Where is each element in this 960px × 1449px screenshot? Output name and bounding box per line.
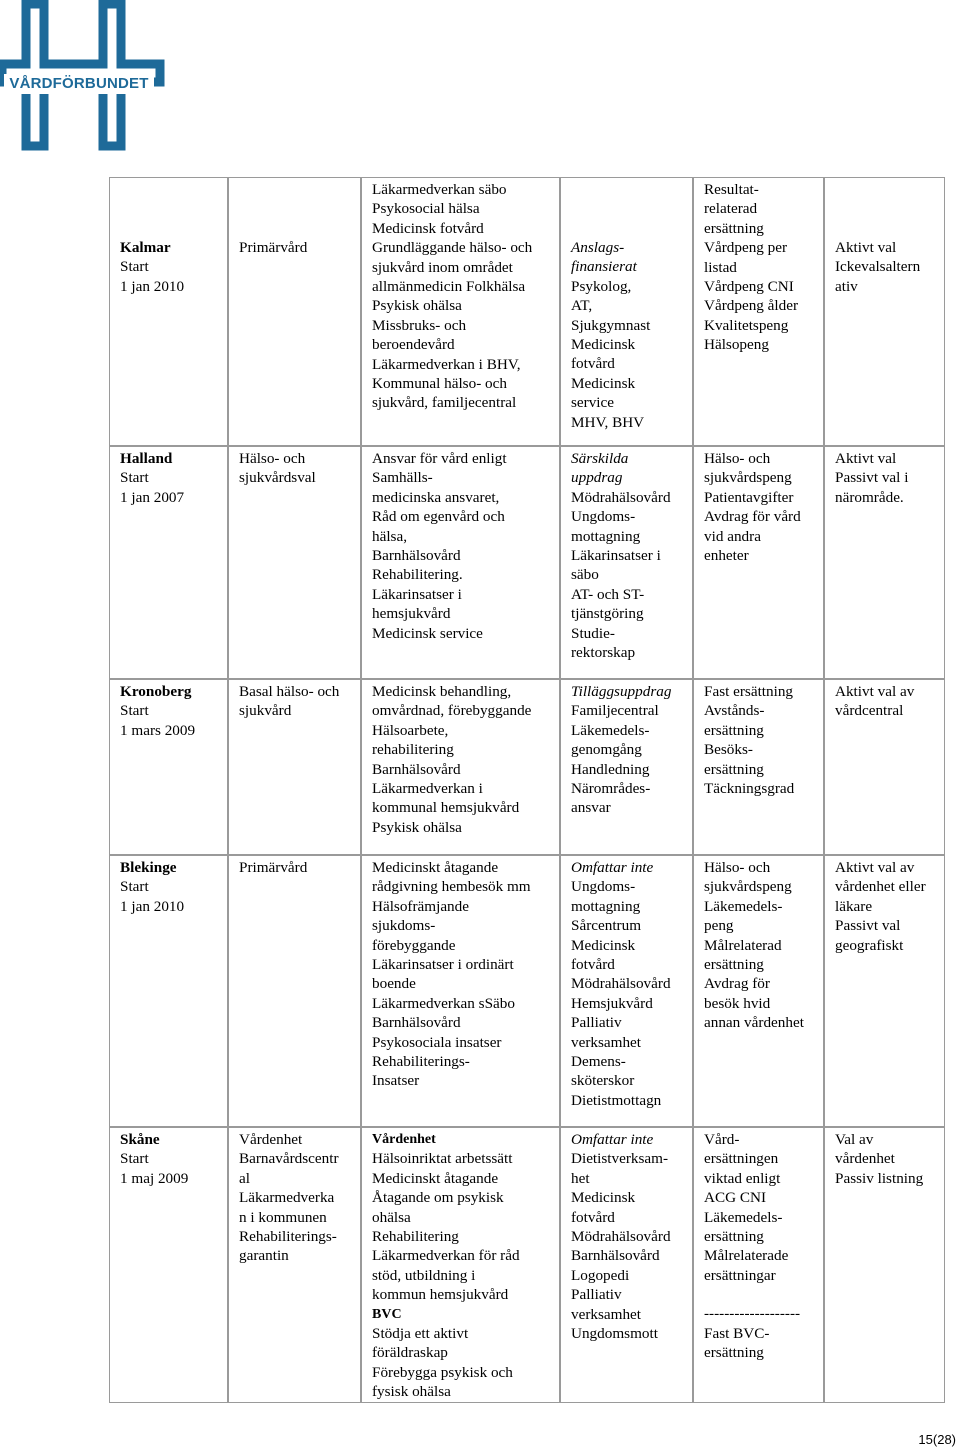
text-line: rådgivning hembesök mm <box>372 878 531 896</box>
text-line: hälsa, <box>372 527 408 545</box>
assignment-cell <box>361 855 560 1127</box>
text-line: het <box>571 1169 590 1187</box>
text-line: Aktivt val av <box>835 683 915 700</box>
text-line: Läkarmedverkan säbo <box>372 181 507 198</box>
text-line: geografiskt <box>835 936 904 954</box>
text-line: mottagning <box>571 527 641 545</box>
text-line: Ansvar för vård enligt <box>372 450 507 467</box>
text-line: sjukvård <box>239 702 292 720</box>
text-line: sjukvårdsval <box>239 469 316 487</box>
text-line: Hälsoinriktat arbetssätt <box>372 1150 513 1168</box>
text-line: Aktivt val av <box>835 859 915 876</box>
compensation-cell <box>693 177 824 446</box>
care-type-cell <box>228 679 361 855</box>
text-line: besök hvid <box>704 994 771 1012</box>
region-cell <box>109 679 228 855</box>
text-line: vårdenhet eller <box>835 878 926 896</box>
choice-cell <box>824 855 945 1127</box>
text-line: Primärvård <box>239 239 308 256</box>
text-line: Rehabiliterings- <box>372 1053 470 1071</box>
region-name: Kronoberg <box>120 683 192 700</box>
text-line: sjukdoms- <box>372 917 436 935</box>
text-line: vid andra <box>704 527 761 545</box>
text-line: Medicinskt åtagande <box>372 859 499 876</box>
text-line: Vårdenhet <box>239 1131 303 1148</box>
italic-heading: Omfattar inte <box>571 1131 654 1148</box>
start-date: 1 jan 2010 <box>120 277 185 295</box>
text-line: sjukvårdspeng <box>704 878 792 896</box>
start-date: 1 mars 2009 <box>120 721 196 739</box>
italic-heading: Omfattar inte <box>571 859 654 876</box>
text-line: Hälso- och <box>704 450 771 467</box>
text-line: Familjecentral <box>571 702 659 720</box>
table-row <box>109 177 945 446</box>
care-type-cell <box>228 177 361 446</box>
care-type-cell <box>228 446 361 679</box>
text-line: Psykosociala insatser <box>372 1033 502 1051</box>
text-line: Insatser <box>372 1072 420 1090</box>
italic-heading: Anslags- <box>571 239 625 256</box>
text-line: Medicinsk behandling, <box>372 683 512 700</box>
text-line: kommun hemsjukvård <box>372 1286 509 1304</box>
text-line: Fast BVC- <box>704 1324 770 1342</box>
text-line: hemsjukvård <box>372 605 451 623</box>
extra-assignment-cell <box>560 177 693 446</box>
text-line: Barnavårdscentr <box>239 1150 339 1168</box>
text-line: Hälso- och <box>239 450 306 467</box>
text-line: stöd, utbildning i <box>372 1266 476 1284</box>
bold-heading: Vårdenhet <box>372 1132 436 1147</box>
text-line: Basal hälso- och <box>239 683 340 700</box>
text-line: rehabilitering <box>372 741 454 759</box>
text-line: Barnhälsovård <box>372 1014 461 1032</box>
text-line: Val av <box>835 1131 874 1148</box>
text-line: ansvar <box>571 799 611 817</box>
italic-heading: uppdrag <box>571 469 623 487</box>
text-line: Demens- <box>571 1053 626 1071</box>
text-line: Läkarmedverkan i <box>372 780 483 798</box>
text-line: Mödrahälsovård <box>571 1228 671 1246</box>
text-line: Fast ersättning <box>704 683 794 700</box>
text-line: Rehabilitering. <box>372 566 463 584</box>
text-line: fysisk ohälsa <box>372 1383 451 1401</box>
table-row <box>109 679 945 855</box>
text-line: Ungdoms- <box>571 508 636 526</box>
text-line: Resultat- <box>704 181 759 198</box>
text-line: Grundläggande hälso- och <box>372 239 533 257</box>
text-line: Samhälls- <box>372 469 433 487</box>
table-row <box>109 446 945 679</box>
italic-heading: finansierat <box>571 258 637 276</box>
text-line: verksamhet <box>571 1033 642 1051</box>
text-line: Vårdpeng CNI <box>704 278 794 296</box>
text-line: Läkemedels- <box>704 1208 783 1226</box>
text-line: Barnhälsovård <box>372 760 461 778</box>
logo-text: VÅRDFÖRBUNDET <box>4 74 154 94</box>
compensation-cell <box>693 446 824 679</box>
region-name: Kalmar <box>120 239 171 256</box>
text-line: Passivt val <box>835 917 901 935</box>
text-line: Läkemedels- <box>704 897 783 915</box>
text-line: Målrelaterad <box>704 936 782 954</box>
text-line: Vårdpeng per <box>704 239 788 257</box>
text-line: Täckningsgrad <box>704 780 795 798</box>
text-line: Medicinsk <box>571 336 636 354</box>
text-line: Medicinsk fotvård <box>372 219 484 237</box>
text-line: Mödrahälsovård <box>571 975 671 993</box>
text-line: Stödja ett aktivt <box>372 1325 469 1343</box>
text-line: Avdrag för <box>704 975 770 993</box>
text-line: Läkarinsatser i <box>372 585 462 603</box>
text-line: Målrelaterade <box>704 1247 789 1265</box>
text-line: ACG CNI <box>704 1189 767 1207</box>
text-line: mottagning <box>571 897 641 915</box>
text-line: Sjukgymnast <box>571 316 651 334</box>
text-line: viktad enligt <box>704 1169 781 1187</box>
assignment-cell <box>361 679 560 855</box>
text-line: Palliativ <box>571 1286 622 1304</box>
region-name: Skåne <box>120 1131 160 1148</box>
text-line: ersättning <box>704 1344 764 1362</box>
text-line: al <box>239 1169 250 1187</box>
text-line: Ickevalsaltern <box>835 258 921 276</box>
text-line: Rehabilitering <box>372 1228 459 1246</box>
text-line: Medicinsk service <box>372 624 483 642</box>
choice-cell <box>824 177 945 446</box>
text-line: vårdcentral <box>835 702 904 720</box>
text-line: Sårcentrum <box>571 917 642 935</box>
text-line: ersättning <box>704 760 764 778</box>
text-line: Ungdoms- <box>571 878 636 896</box>
text-line: Råd om egenvård och <box>372 508 505 526</box>
text-line: Läkemedels- <box>571 721 650 739</box>
care-type-cell <box>228 855 361 1127</box>
text-line: MHV, BHV <box>571 413 645 431</box>
bold-heading: BVC <box>372 1306 402 1322</box>
text-line: enheter <box>704 547 749 565</box>
text-line: Läkarmedverkan sSäbo <box>372 994 515 1012</box>
text-line: Passivt val i <box>835 469 909 487</box>
start-label: Start <box>120 1150 149 1168</box>
text-line: vårdenhet <box>835 1150 895 1168</box>
compensation-cell <box>693 679 824 855</box>
text-line: Läkarinsatser i <box>571 547 661 565</box>
text-line: Patientavgifter <box>704 488 794 506</box>
text-line: AT, <box>571 297 593 315</box>
text-line: Barnhälsovård <box>571 1247 660 1265</box>
text-line: Dietistverksam- <box>571 1150 669 1168</box>
text-line: AT- och ST- <box>571 585 645 603</box>
text-line: rektorskap <box>571 644 636 662</box>
text-line: Hälso- och <box>704 859 771 876</box>
text-line: fotvård <box>571 1208 615 1226</box>
text-line: Kvalitetspeng <box>704 316 789 334</box>
text-line: Medicinsk <box>571 1189 636 1207</box>
text-line: sjukvårdspeng <box>704 469 792 487</box>
region-name: Blekinge <box>120 859 177 876</box>
page-number: 15(28) <box>918 1432 956 1447</box>
text-line: Psykosocial hälsa <box>372 200 480 218</box>
text-line: Handledning <box>571 760 650 778</box>
text-line: Avstånds- <box>704 702 765 720</box>
text-line: peng <box>704 917 734 935</box>
text-line: n i kommunen <box>239 1208 327 1226</box>
text-line: service <box>571 394 615 412</box>
text-line: närområde. <box>835 488 904 506</box>
text-line: Primärvård <box>239 859 308 876</box>
text-line: föräldraskap <box>372 1344 448 1362</box>
text-line: sjukvård inom området <box>372 258 513 276</box>
text-line: Psykolog, <box>571 277 632 295</box>
table-row <box>109 1127 945 1403</box>
start-date: 1 jan 2007 <box>120 488 185 506</box>
text-line: Psykisk ohälsa <box>372 818 462 836</box>
text-line: Studie- <box>571 624 615 642</box>
text-line: Läkarmedverkan för råd <box>372 1247 520 1265</box>
text-line: Passiv listning <box>835 1169 924 1187</box>
text-line: garantin <box>239 1247 289 1265</box>
text-line: verksamhet <box>571 1305 642 1323</box>
text-line: Ungdomsmott <box>571 1325 658 1343</box>
text-line: Besöks- <box>704 741 753 759</box>
text-line: Åtagande om psykisk <box>372 1189 504 1207</box>
extra-assignment-cell <box>560 1127 693 1403</box>
text-line: beroendevård <box>372 336 455 354</box>
care-type-cell <box>228 1127 361 1403</box>
assignment-cell <box>361 1127 560 1403</box>
text-line: ersättningen <box>704 1150 779 1168</box>
text-line: Närområdes- <box>571 780 651 798</box>
compensation-cell <box>693 855 824 1127</box>
text-line: tjänstgöring <box>571 605 644 623</box>
start-label: Start <box>120 258 149 276</box>
text-line: genomgång <box>571 741 642 759</box>
extra-assignment-cell <box>560 679 693 855</box>
text-line: Läkarmedverkan i BHV, <box>372 355 521 373</box>
text-line: ersättning <box>704 721 764 739</box>
choice-cell <box>824 446 945 679</box>
assignment-cell <box>361 177 560 446</box>
text-line: Vård- <box>704 1131 740 1148</box>
text-line: sjukvård, familjecentral <box>372 394 517 412</box>
region-comparison-table <box>109 177 945 1403</box>
text-line: Hälsopeng <box>704 336 769 354</box>
text-line: Rehabiliterings- <box>239 1228 337 1246</box>
extra-assignment-cell <box>560 446 693 679</box>
region-cell <box>109 446 228 679</box>
text-line: listad <box>704 258 737 276</box>
italic-heading: Tilläggsuppdrag <box>571 683 672 700</box>
text-line: annan vårdenhet <box>704 1014 804 1032</box>
text-line: Förebygga psykisk och <box>372 1363 513 1381</box>
start-date: 1 jan 2010 <box>120 897 185 915</box>
text-line: Hemsjukvård <box>571 994 653 1012</box>
text-line: Aktivt val <box>835 450 897 467</box>
text-line: ersättning <box>704 219 764 237</box>
text-line: ersättning <box>704 1228 764 1246</box>
choice-cell <box>824 1127 945 1403</box>
text-line: Mödrahälsovård <box>571 488 671 506</box>
text-line: Läkarinsatser i ordinärt <box>372 956 514 974</box>
text-line: Aktivt val <box>835 239 897 256</box>
text-line: ohälsa <box>372 1208 411 1226</box>
assignment-cell <box>361 446 560 679</box>
extra-assignment-cell <box>560 855 693 1127</box>
italic-heading: Särskilda <box>571 450 629 467</box>
text-line: ersättning <box>704 956 764 974</box>
text-line: sköterskor <box>571 1072 635 1090</box>
text-line: boende <box>372 975 416 993</box>
text-line: Hälsoarbete, <box>372 721 449 739</box>
text-line: medicinska ansvaret, <box>372 488 500 506</box>
text-line: Läkarmedverka <box>239 1189 335 1207</box>
text-line: Hälsofrämjande <box>372 897 469 915</box>
text-line: kommunal hemsjukvård <box>372 799 520 817</box>
text-line: fotvård <box>571 956 615 974</box>
text-line: Palliativ <box>571 1014 622 1032</box>
text-line: Vårdpeng ålder <box>704 297 799 315</box>
text-line: Medicinskt åtagande <box>372 1169 499 1187</box>
text-line: förebyggande <box>372 936 456 954</box>
vardforbundet-logo <box>0 0 165 165</box>
separator-line: ------------------- <box>704 1305 801 1323</box>
region-cell <box>109 177 228 446</box>
start-label: Start <box>120 469 149 487</box>
text-line: fotvård <box>571 355 615 373</box>
text-line: Psykisk ohälsa <box>372 297 462 315</box>
start-label: Start <box>120 702 149 720</box>
text-line: Dietistmottagn <box>571 1091 662 1109</box>
text-line: Medicinsk <box>571 936 636 954</box>
start-label: Start <box>120 878 149 896</box>
region-cell <box>109 1127 228 1403</box>
region-name: Halland <box>120 450 173 467</box>
text-line: Medicinsk <box>571 374 636 392</box>
start-date: 1 maj 2009 <box>120 1169 189 1187</box>
choice-cell <box>824 679 945 855</box>
text-line: Kommunal hälso- och <box>372 375 507 393</box>
text-line: relaterad <box>704 200 758 218</box>
text-line: omvårdnad, förebyggande <box>372 702 532 720</box>
text-line: allmänmedicin Folkhälsa <box>372 278 526 296</box>
region-cell <box>109 855 228 1127</box>
text-line: ativ <box>835 277 858 295</box>
text-line: Logopedi <box>571 1266 630 1284</box>
table-row <box>109 855 945 1127</box>
text-line: Barnhälsovård <box>372 547 461 565</box>
text-line: läkare <box>835 897 873 915</box>
compensation-cell <box>693 1127 824 1403</box>
text-line: ersättningar <box>704 1266 776 1284</box>
text-line: säbo <box>571 566 599 584</box>
text-line: Avdrag för vård <box>704 508 801 526</box>
text-line: Missbruks- och <box>372 316 467 334</box>
